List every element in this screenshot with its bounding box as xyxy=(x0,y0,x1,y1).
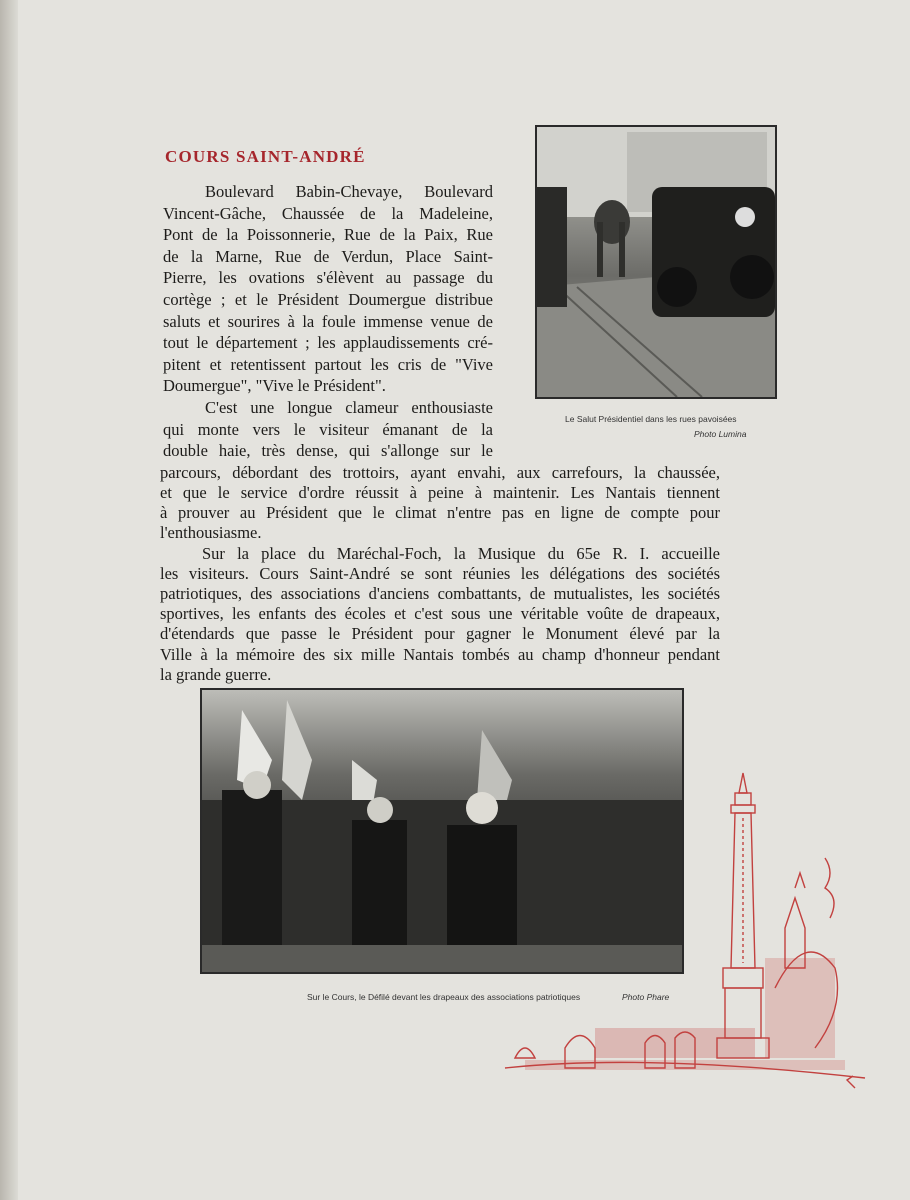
body-text-line: C'est une longue clameur enthousiaste xyxy=(205,398,493,417)
body-text-line: à prouver au Président que le climat n'entre pas en ligne de compte pour xyxy=(160,503,720,523)
body-text-line: parcours, débordant des trottoirs, ayant envahi, aux carrefours, la chaussée, xyxy=(160,462,720,482)
body-text-line: de la Marne, Rue de Verdun, Place Saint- xyxy=(163,246,493,266)
body-text-line: tout le département ; les applaudissements cré- xyxy=(163,333,493,353)
body-text-line: Boulevard Babin-Chevaye, Boulevard xyxy=(205,182,493,201)
photo1-credit: Photo Lumina xyxy=(694,429,747,439)
monument-illustration xyxy=(495,768,875,1103)
photo2-caption: Sur le Cours, le Défilé devant les drapeaux des associations patriotiques xyxy=(307,992,581,1002)
page-binding-edge xyxy=(0,0,18,1200)
body-text-line: Pierre, les ovations s'élèvent au passage du xyxy=(163,268,493,288)
body-text-line: l'enthousiasme. xyxy=(160,523,262,543)
body-text-line: sportives, les enfants des écoles et c'est sous une véritable voûte de drapeaux, xyxy=(160,604,720,624)
body-text-line: Vincent-Gâche, Chaussée de la Madeleine, xyxy=(163,203,493,223)
body-text-line: saluts et sourires à la foule immense venue de xyxy=(163,311,493,331)
photo-presidential-salute xyxy=(535,125,777,399)
body-text-line: et que le service d'ordre réussit à peine à maintenir. Les Nantais tiennent xyxy=(160,483,720,502)
body-text-line: Doumergue", "Vive le Président". xyxy=(163,376,386,396)
body-text-line: Ville à la mémoire des six mille Nantais tombés au champ d'honneur pendant xyxy=(160,644,720,664)
body-text-line: cortège ; et le Président Doumergue distribue xyxy=(163,290,493,309)
body-text-line: Sur la place du Maréchal-Foch, la Musique du 65e R. I. accueille xyxy=(202,543,720,563)
page-title: COURS SAINT-ANDRÉ xyxy=(165,147,366,166)
photo1-caption: Le Salut Présidentiel dans les rues pavoisées xyxy=(565,414,737,424)
body-text-line: qui monte vers le visiteur émanant de la xyxy=(163,419,493,439)
body-text-line: pitent et retentissent partout les cris de "Vive xyxy=(163,354,493,374)
body-text-line: double haie, très dense, qui s'allonge sur le xyxy=(163,441,493,461)
photo2-credit: Photo Phare xyxy=(622,992,670,1002)
body-text-line: Pont de la Poissonnerie, Rue de la Paix, Rue xyxy=(163,225,493,245)
body-text-line: les visiteurs. Cours Saint-André se sont réunies les délégations des sociétés xyxy=(160,563,720,583)
body-text-line: patriotiques, des associations d'anciens combattants, de mutualistes, les sociétés xyxy=(160,584,720,603)
body-text-line: d'étendards que passe le Président pour gagner le Monument élevé par la xyxy=(160,624,720,644)
body-text-line: la grande guerre. xyxy=(160,664,272,684)
